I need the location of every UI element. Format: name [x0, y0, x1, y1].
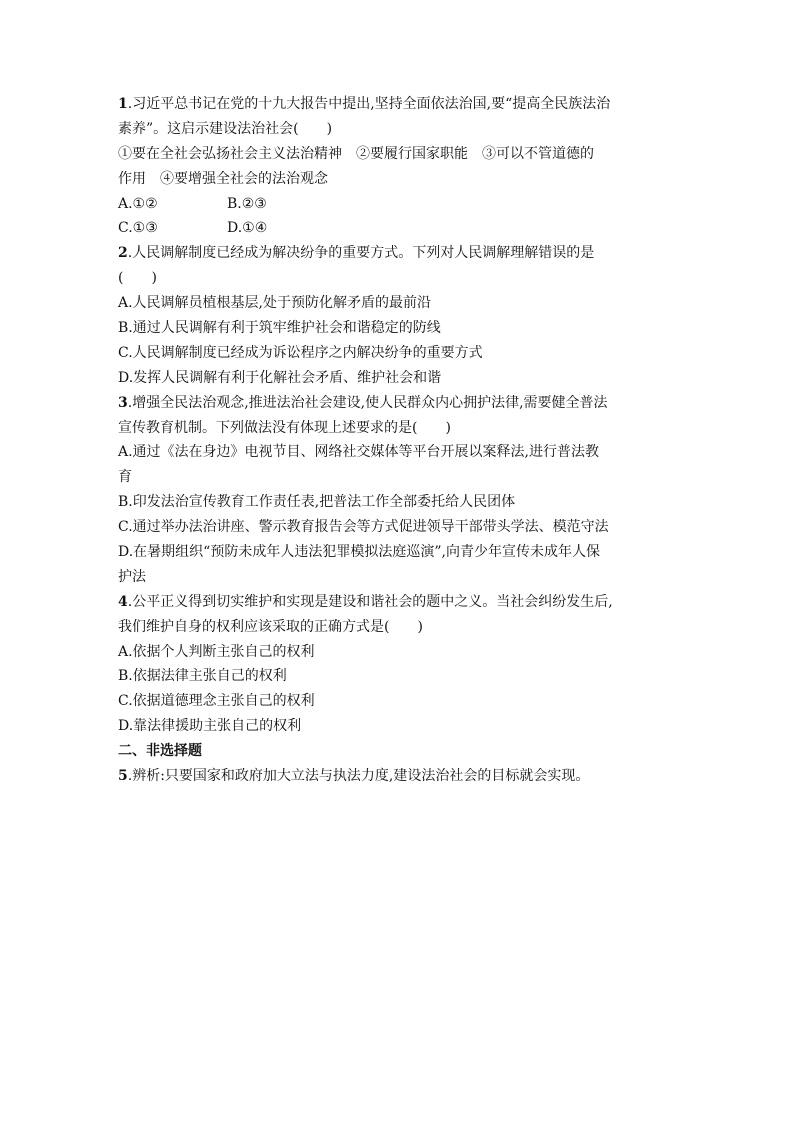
question-3-option-b: B.印发法治宣传教育工作责任表,把普法工作全部委托给人民团体 — [118, 494, 516, 511]
question-1-option-c: C.①③ — [118, 220, 158, 237]
question-4-stem-line-1 — [118, 590, 688, 615]
question-1-option-d: D.①④ — [227, 220, 268, 237]
question-3-number: 3 — [118, 394, 128, 411]
question-5-text: .辨析:只要国家和政府加大立法与执法力度,建设法治社会的目标就会实现。 — [127, 768, 590, 785]
question-1-stem-line-2: 素养”。这启示建设法治社会( ) — [118, 120, 333, 137]
question-4-text: .公平正义得到切实维护和实现是建设和谐社会的题中之义。当社会纠纷发生后, — [127, 593, 613, 610]
question-4-stem-line-2: 我们维护自身的权利应该采取的正确方式是( ) — [118, 618, 423, 635]
question-1-number: 1 — [118, 96, 128, 112]
worksheet-page — [118, 92, 688, 789]
question-1-options-row-1 — [118, 192, 688, 217]
question-3-option-a-line-2: 育 — [118, 469, 132, 486]
question-1-statements-line-2: 作用 ④要增强全社会的法治观念 — [118, 170, 328, 187]
question-1-text: .习近平总书记在党的十九大报告中提出,坚持全面依法治国,要“提高全民族法治 — [127, 96, 611, 112]
question-1-option-b: B.②③ — [227, 195, 267, 212]
question-3-stem-line-1 — [118, 391, 688, 416]
question-4-option-a: A.依据个人判断主张自己的权利 — [118, 643, 315, 660]
question-3-option-a-line-1: A.通过《法在身边》电视节目、网络社交媒体等平台开展以案释法,进行普法教 — [118, 444, 600, 461]
question-3-text: .增强全民法治观念,推进法治社会建设,使人民群众内心拥护法律,需要健全普法 — [127, 394, 608, 411]
question-2-stem-line-2: ( ) — [118, 270, 157, 287]
question-2-option-a: A.人民调解员植根基层,处于预防化解矛盾的最前沿 — [118, 295, 432, 312]
question-1-stem-line-1 — [118, 92, 688, 117]
question-3-option-d-line-1: D.在暑期组织“预防未成年人违法犯罪模拟法庭巡演”,向青少年宣传未成年人保 — [118, 544, 600, 561]
question-2-number: 2 — [118, 245, 128, 262]
question-1-option-a: A.①② — [118, 195, 158, 212]
question-3-option-d-line-2: 护法 — [118, 568, 146, 585]
question-2-option-b: B.通过人民调解有利于筑牢维护社会和谐稳定的防线 — [118, 320, 441, 337]
question-2-stem-line-1 — [118, 241, 688, 266]
question-2-option-c: C.人民调解制度已经成为诉讼程序之内解决纷争的重要方式 — [118, 344, 483, 361]
question-3-stem-line-2: 宣传教育机制。下列做法没有体现上述要求的是( ) — [118, 419, 451, 436]
question-5-number: 5 — [118, 768, 128, 785]
question-2-option-d: D.发挥人民调解有利于化解社会矛盾、维护社会和谐 — [118, 369, 442, 386]
question-4-option-c: C.依据道德理念主张自己的权利 — [118, 693, 315, 710]
question-4-option-b: B.依据法律主张自己的权利 — [118, 668, 287, 685]
question-5-stem-line-1 — [118, 764, 688, 789]
question-2-text: .人民调解制度已经成为解决纷争的重要方式。下列对人民调解理解错误的是 — [127, 245, 595, 262]
question-4-number: 4 — [118, 593, 128, 610]
question-1-statements-line-1: ①要在全社会弘扬社会主义法治精神 ②要履行国家职能 ③可以不管道德的 — [118, 145, 594, 162]
question-4-option-d: D.靠法律援助主张自己的权利 — [118, 718, 302, 735]
question-1-options-row-2 — [118, 216, 688, 241]
question-3-option-c: C.通过举办法治讲座、警示教育报告会等方式促进领导干部带头学法、模范守法 — [118, 519, 609, 536]
section-heading-non-choice: 二、非选择题 — [118, 743, 202, 760]
